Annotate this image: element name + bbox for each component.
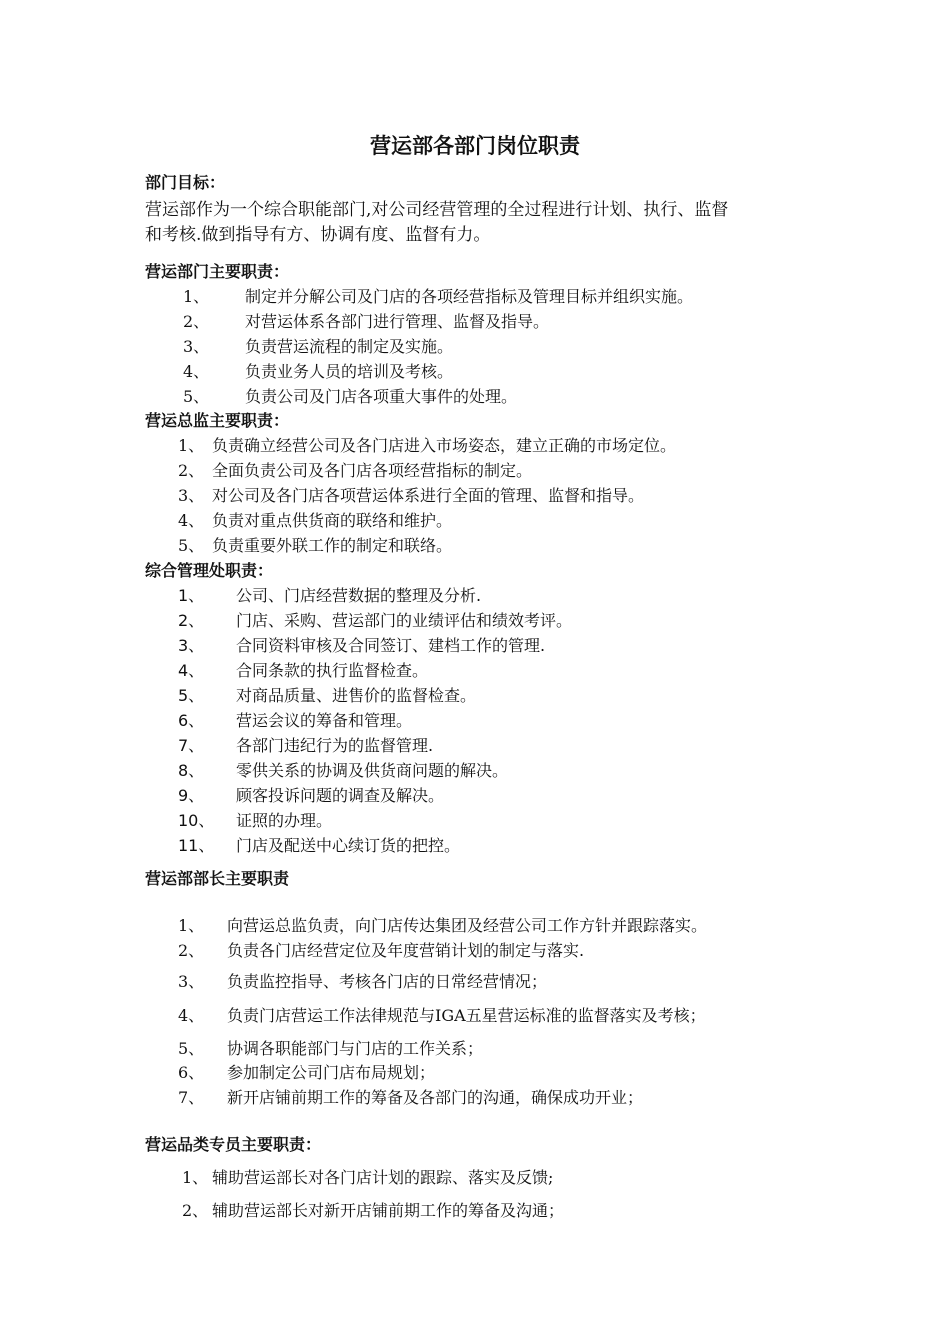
list-item: 负责公司及门店各项重大事件的处理。 xyxy=(245,387,518,406)
section-heading: 综合管理处职责： xyxy=(145,561,274,580)
list-item: 制定并分解公司及门店的各项经营指标及管理目标并组织实施。 xyxy=(245,287,694,306)
list-item: 协调各职能部门与门店的工作关系； xyxy=(227,1039,484,1058)
section-heading: 营运品类专员主要职责： xyxy=(145,1135,322,1154)
section-heading: 营运部门主要职责： xyxy=(145,262,290,281)
section-heading: 营运部部长主要职责 xyxy=(145,869,290,888)
list-item: 对商品质量、进售价的监督检查。 xyxy=(236,686,477,705)
list-number: 1、 xyxy=(183,287,210,306)
list-number: 8、 xyxy=(178,761,205,780)
list-number: 2、 xyxy=(178,611,205,630)
list-number: 4、 xyxy=(178,511,205,530)
list-item: 营运会议的筹备和管理。 xyxy=(236,711,413,730)
list-item: 对公司及各门店各项营运体系进行全面的管理、监督和指导。 xyxy=(212,486,645,505)
list-item: 公司、门店经营数据的整理及分析. xyxy=(236,586,482,605)
list-item: 辅助营运部长对各门店计划的跟踪、落实及反馈; xyxy=(212,1168,554,1187)
list-number: 1、 xyxy=(178,586,205,605)
list-number: 7、 xyxy=(178,1088,205,1107)
list-number: 1、 xyxy=(178,916,205,935)
list-item: 门店及配送中心续订货的把控。 xyxy=(236,836,461,855)
list-number: 2、 xyxy=(178,941,205,960)
list-number: 1、 xyxy=(178,436,205,455)
goal-text-line: 和考核.做到指导有方、协调有度、监督有力。 xyxy=(145,225,491,245)
list-number: 3、 xyxy=(178,972,205,991)
list-number: 3、 xyxy=(178,486,205,505)
list-item: 负责各门店经营定位及年度营销计划的制定与落实. xyxy=(227,941,585,960)
section-heading: 营运总监主要职责： xyxy=(145,411,290,430)
document-title: 营运部各部门岗位职责 xyxy=(370,133,580,158)
list-number: 4、 xyxy=(178,1006,205,1025)
list-item: 辅助营运部长对新开店铺前期工作的筹备及沟通； xyxy=(212,1201,565,1220)
list-number: 2、 xyxy=(182,1201,209,1220)
list-item: 负责业务人员的培训及考核。 xyxy=(245,362,454,381)
list-item: 零供关系的协调及供货商问题的解决。 xyxy=(236,761,509,780)
list-item: 门店、采购、营运部门的业绩评估和绩效考评。 xyxy=(236,611,573,630)
list-item: 各部门违纪行为的监督管理. xyxy=(236,736,434,755)
list-number: 5、 xyxy=(178,536,205,555)
list-number: 5、 xyxy=(178,686,205,705)
list-number: 7、 xyxy=(178,736,205,755)
list-number: 6、 xyxy=(178,711,205,730)
list-number: 10、 xyxy=(178,811,215,830)
list-number: 2、 xyxy=(183,312,210,331)
goal-text-line: 营运部作为一个综合职能部门,对公司经营管理的全过程进行计划、执行、监督 xyxy=(145,200,729,220)
list-number: 2、 xyxy=(178,461,205,480)
list-number: 1、 xyxy=(182,1168,209,1187)
list-number: 9、 xyxy=(178,786,205,805)
list-number: 3、 xyxy=(183,337,210,356)
list-item: 负责重要外联工作的制定和联络。 xyxy=(212,536,453,555)
list-item: 合同资料审核及合同签订、建档工作的管理. xyxy=(236,636,546,655)
list-number: 4、 xyxy=(178,661,205,680)
list-number: 3、 xyxy=(178,636,205,655)
list-number: 4、 xyxy=(183,362,210,381)
list-number: 11、 xyxy=(178,836,215,855)
list-item: 负责对重点供货商的联络和维护。 xyxy=(212,511,453,530)
list-item: 负责确立经营公司及各门店进入市场姿态，建立正确的市场定位。 xyxy=(212,436,677,455)
list-item: 顾客投诉问题的调查及解决。 xyxy=(236,786,445,805)
list-number: 5、 xyxy=(178,1039,205,1058)
list-number: 6、 xyxy=(178,1063,205,1082)
list-item: 负责监控指导、考核各门店的日常经营情况； xyxy=(227,972,548,991)
list-item: 向营运总监负责，向门店传达集团及经营公司工作方针并跟踪落实。 xyxy=(227,916,708,935)
list-item: 合同条款的执行监督检查。 xyxy=(236,661,429,680)
list-item: 负责门店营运工作法律规范与IGA五星营运标准的监督落实及考核； xyxy=(227,1006,706,1025)
list-number: 5、 xyxy=(183,387,210,406)
list-item: 参加制定公司门店布局规划； xyxy=(227,1063,436,1082)
list-item: 负责营运流程的制定及实施。 xyxy=(245,337,454,356)
list-item: 全面负责公司及各门店各项经营指标的制定。 xyxy=(212,461,533,480)
list-item: 证照的办理。 xyxy=(236,811,333,830)
list-item: 新开店铺前期工作的筹备及各部门的沟通，确保成功开业； xyxy=(227,1088,644,1107)
list-item: 对营运体系各部门进行管理、监督及指导。 xyxy=(245,312,550,331)
goal-heading: 部门目标： xyxy=(145,173,226,192)
